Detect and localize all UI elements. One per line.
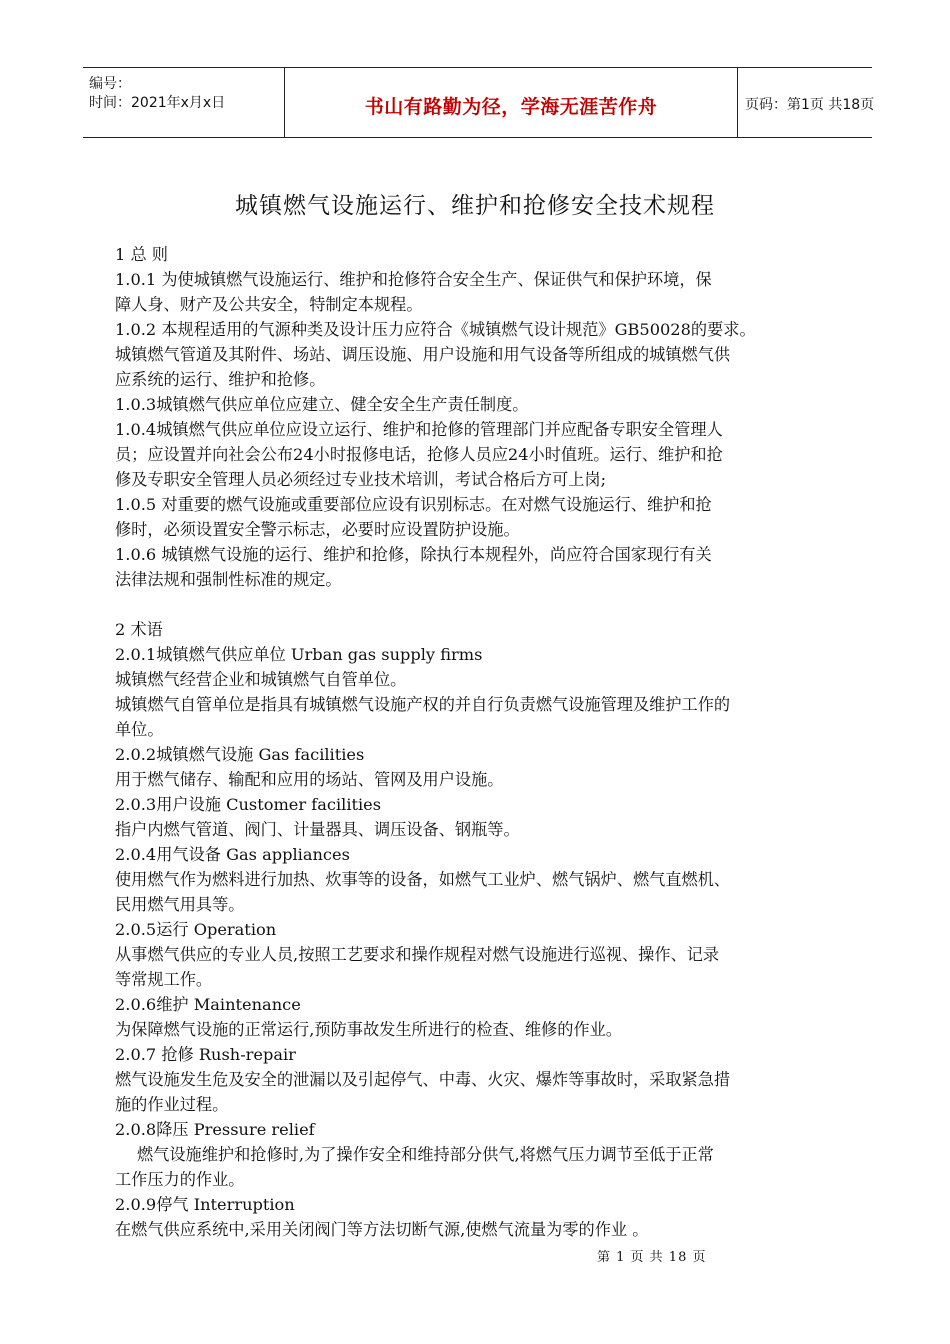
body-line: 2.0.8降压 Pressure relief [115,1120,315,1139]
body-line: 障人身、财产及公共安全，特制定本规程。 [115,295,423,314]
body-line: 工作压力的作业。 [115,1170,245,1189]
body-line: 2 术语 [115,620,163,639]
body-line: 2.0.3用户设施 Customer facilities [115,795,382,814]
number-label: 编号： [89,76,131,92]
body-line: 2.0.7 抢修 Rush-repair [115,1045,296,1064]
body-line: 城镇燃气管道及其附件、场站、调压设施、用户设施和用气设备等所组成的城镇燃气供 [115,345,731,364]
body-line: 城镇燃气自管单位是指具有城镇燃气设施产权的并自行负责燃气设施管理及维护工作的 [115,695,731,714]
body-line: 修及专职安全管理人员必须经过专业技术培训，考试合格后方可上岗; [115,470,607,489]
body-line: 燃气设施维护和抢修时,为了操作安全和维持部分供气,将燃气压力调节至低于正常 [137,1145,714,1164]
blank-line [115,592,845,617]
body-line: 施的作业过程。 [115,1095,229,1114]
body-line: 1.0.2 本规程适用的气源种类及设计压力应符合《城镇燃气设计规范》GB50028的要求。 [115,320,756,339]
body-line: 1.0.6 城镇燃气设施的运行、维护和抢修，除执行本规程外，尚应符合国家现行有关 [115,545,712,564]
body-line: 法律法规和强制性标准的规定。 [115,570,342,589]
body-line: 2.0.4用气设备 Gas appliances [115,845,350,864]
body-line: 使用燃气作为燃料进行加热、炊事等的设备，如燃气工业炉、燃气锅炉、燃气直燃机、 [115,870,731,889]
body-line: 2.0.5运行 Operation [115,920,277,939]
document-title: 城镇燃气设施运行、维护和抢修安全技术规程 [235,193,715,219]
body-line: 为保障燃气设施的正常运行,预防事故发生所进行的检查、维修的作业。 [115,1020,622,1039]
body-line: 等常规工作。 [115,970,213,989]
body-line: 指户内燃气管道、阀门、计量器具、调压设备、钢瓶等。 [115,820,520,839]
body-line: 1.0.5 对重要的燃气设施或重要部位应设有识别标志。在对燃气设施运行、维护和抢 [115,495,712,514]
header-table [83,67,875,138]
body-line: 2.0.1城镇燃气供应单位 Urban gas supply firms [115,645,483,664]
document-body [115,242,845,1242]
body-line: 民用燃气用具等。 [115,895,245,914]
body-line: 1 总 则 [115,245,168,264]
body-line: 员；应设置并向社会公布24小时报修电话，抢修人员应24小时值班。运行、维护和抢 [115,445,723,464]
body-line: 1.0.1 为使城镇燃气设施运行、维护和抢修符合安全生产、保证供气和保护环境，保 [115,270,712,289]
body-line: 在燃气供应系统中,采用关闭阀门等方法切断气源,使燃气流量为零的作业 。 [115,1220,649,1239]
body-line: 2.0.6维护 Maintenance [115,995,301,1014]
body-line: 1.0.4城镇燃气供应单位应设立运行、维护和抢修的管理部门并应配备专职安全管理人 [115,420,723,439]
page-footer: 第 1 页 共 18 页 [597,1250,707,1265]
header-right-cell [737,68,875,137]
body-line: 城镇燃气经营企业和城镇燃气自管单位。 [115,670,407,689]
header-page-number: 页码：第1页 共18页 [745,97,875,113]
body-line: 应系统的运行、维护和抢修。 [115,370,326,389]
body-line: 燃气设施发生危及安全的泄漏以及引起停气、中毒、火灾、爆炸等事故时，采取紧急措 [115,1070,731,1089]
body-line: 用于燃气储存、输配和应用的场站、管网及用户设施。 [115,770,504,789]
body-line: 单位。 [115,720,164,739]
body-line: 2.0.2城镇燃气设施 Gas facilities [115,745,365,764]
time-label: 时间：2021年x月x日 [89,95,226,111]
header-left-cell [83,68,283,137]
body-line: 修时，必须设置安全警示标志，必要时应设置防护设施。 [115,520,520,539]
body-line: 从事燃气供应的专业人员,按照工艺要求和操作规程对燃气设施进行巡视、操作、记录 [115,945,720,964]
body-line: 2.0.9停气 Interruption [115,1195,295,1214]
body-line: 1.0.3城镇燃气供应单位应建立、健全安全生产责任制度。 [115,395,529,414]
header-middle-cell [284,68,738,137]
header-motto: 书山有路勤为径，学海无涯苦作舟 [364,96,658,118]
